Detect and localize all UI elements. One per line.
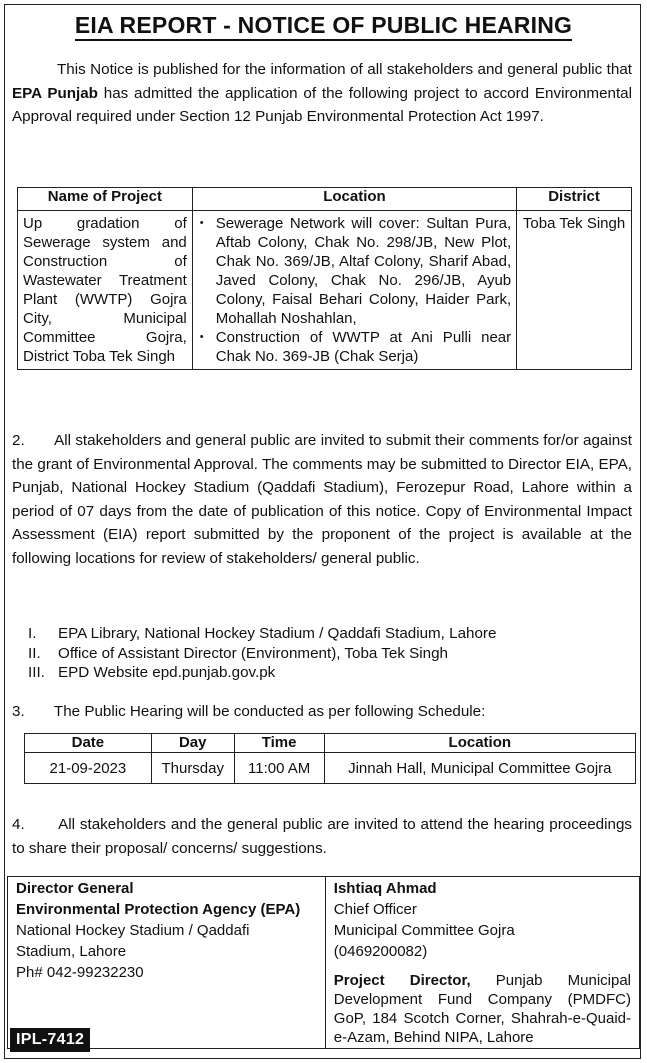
list-item	[28, 644, 496, 664]
footer-right-name: Ishtiaq Ahmad	[333, 880, 437, 897]
list-item-text: EPD Website epd.punjab.gov.pk	[58, 664, 276, 681]
footer-right-cell	[325, 877, 639, 1049]
footer-right-designation: Chief Officer	[333, 901, 417, 918]
footer-right-director	[334, 971, 631, 1047]
intro-paragraph	[12, 58, 632, 129]
footer-right-director-title: Project Director,	[333, 972, 471, 989]
paragraph-4-text: 4. All stakeholders and the general public are invited to attend the hearing proceedings to share their proposal/ concerns/ suggestions.	[12, 816, 632, 857]
project-district-cell: Toba Tek Singh	[517, 211, 632, 370]
footer-left-address: National Hockey Stadium / Qaddafi Stadium, Lahore	[16, 922, 250, 960]
footer-right-office: Municipal Committee Gojra	[333, 922, 515, 939]
location-list	[198, 214, 511, 366]
intro-text-before: This Notice is published for the information of all stakeholders and general public that	[57, 61, 632, 78]
project-table	[17, 187, 632, 370]
header-day: Day	[151, 734, 234, 753]
project-location-cell	[192, 211, 516, 370]
paragraph-3-text: 3. The Public Hearing will be conducted as per following Schedule:	[12, 703, 486, 720]
footer-table	[7, 876, 640, 1049]
list-item-number: III.	[28, 664, 45, 681]
footer-row	[8, 877, 640, 1049]
intro-agency: EPA Punjab	[12, 84, 98, 102]
list-item-number: II.	[28, 644, 41, 662]
header-district: District	[517, 188, 632, 211]
schedule-row	[25, 753, 636, 784]
schedule-header-row	[25, 734, 636, 753]
header-time: Time	[234, 734, 324, 753]
review-locations-list	[28, 624, 496, 683]
paragraph-2-text: 2. All stakeholders and general public are invited to submit their comments for/or against the grant of Environmental Approval. The comments may be submitted to Director EIA, EPA, Punjab, National Hockey Stadium (Qaddafi Stadium), Ferozepur Road, Lahore within a period of 07 days from the date of publication of this notice. Copy of Environmental Impact Assessment (EIA) report submitted by the proponent of the project is available at the following locations for review of stakeholders/ general public.	[12, 432, 632, 567]
footer-left-agency: Environmental Protection Agency (EPA)	[16, 901, 301, 918]
header-name-of-project: Name of Project	[18, 188, 193, 211]
footer-left-phone: Ph# 042-99232230	[16, 964, 144, 981]
list-item	[28, 624, 496, 644]
paragraph-2	[12, 429, 632, 570]
location-item: • Construction of WWTP at Ani Pulli near Chak No. 369-JB (Chak Serja)	[216, 328, 511, 366]
footer-right-phone: (0469200082)	[333, 943, 428, 960]
schedule-table	[24, 733, 636, 784]
project-table-row	[18, 211, 632, 370]
schedule-location: Jinnah Hall, Municipal Committee Gojra	[324, 753, 635, 784]
list-item-text: EPA Library, National Hockey Stadium / Qaddafi Stadium, Lahore	[58, 625, 497, 642]
intro-text-after: has admitted the application of the following project to accord Environmental Approval required under Section 12 Punjab Environmental Protection Act 1997.	[12, 84, 632, 125]
schedule-date: 21-09-2023	[25, 753, 152, 784]
list-item-text: Office of Assistant Director (Environment), Toba Tek Singh	[58, 644, 448, 662]
ad-code-badge: IPL-7412	[10, 1028, 90, 1052]
schedule-day: Thursday	[151, 753, 234, 784]
project-table-header-row	[18, 188, 632, 211]
footer-left-title: Director General	[16, 880, 134, 897]
location-item: • Sewerage Network will cover: Sultan Pura, Aftab Colony, Chak No. 298/JB, New Plot, Chak No. 369/JB, Altaf Colony, Sharif Abad, Javed Colony, Chak No. 296/JB, Ayub Colony, Faisal Behari Colony, Haider Park, Mohallah Noshahlan,	[216, 214, 511, 328]
schedule-time: 11:00 AM	[234, 753, 324, 784]
footer-right-director-text: Punjab Municipal Development Fund Company (PMDFC) GoP, 184 Scotch Corner, Shahrah-e-Quaid-e-Azam, Behind NIPA, Lahore	[333, 972, 631, 1046]
project-name-cell: Up gradation of Sewerage system and Construction of Wastewater Treatment Plant (WWTP) Gojra City, Municipal Committee Gojra, District Toba Tek Singh	[18, 211, 193, 370]
header-location: Location	[324, 734, 635, 753]
notice-title-block	[0, 12, 647, 39]
footer-left-cell	[8, 877, 326, 1049]
notice-title: EIA REPORT - NOTICE OF PUBLIC HEARING	[75, 12, 572, 41]
header-date: Date	[25, 734, 152, 753]
header-location: Location	[192, 188, 516, 211]
list-item	[28, 663, 496, 683]
paragraph-3	[12, 700, 632, 724]
list-item-number: I.	[28, 625, 37, 642]
paragraph-4	[12, 813, 632, 860]
